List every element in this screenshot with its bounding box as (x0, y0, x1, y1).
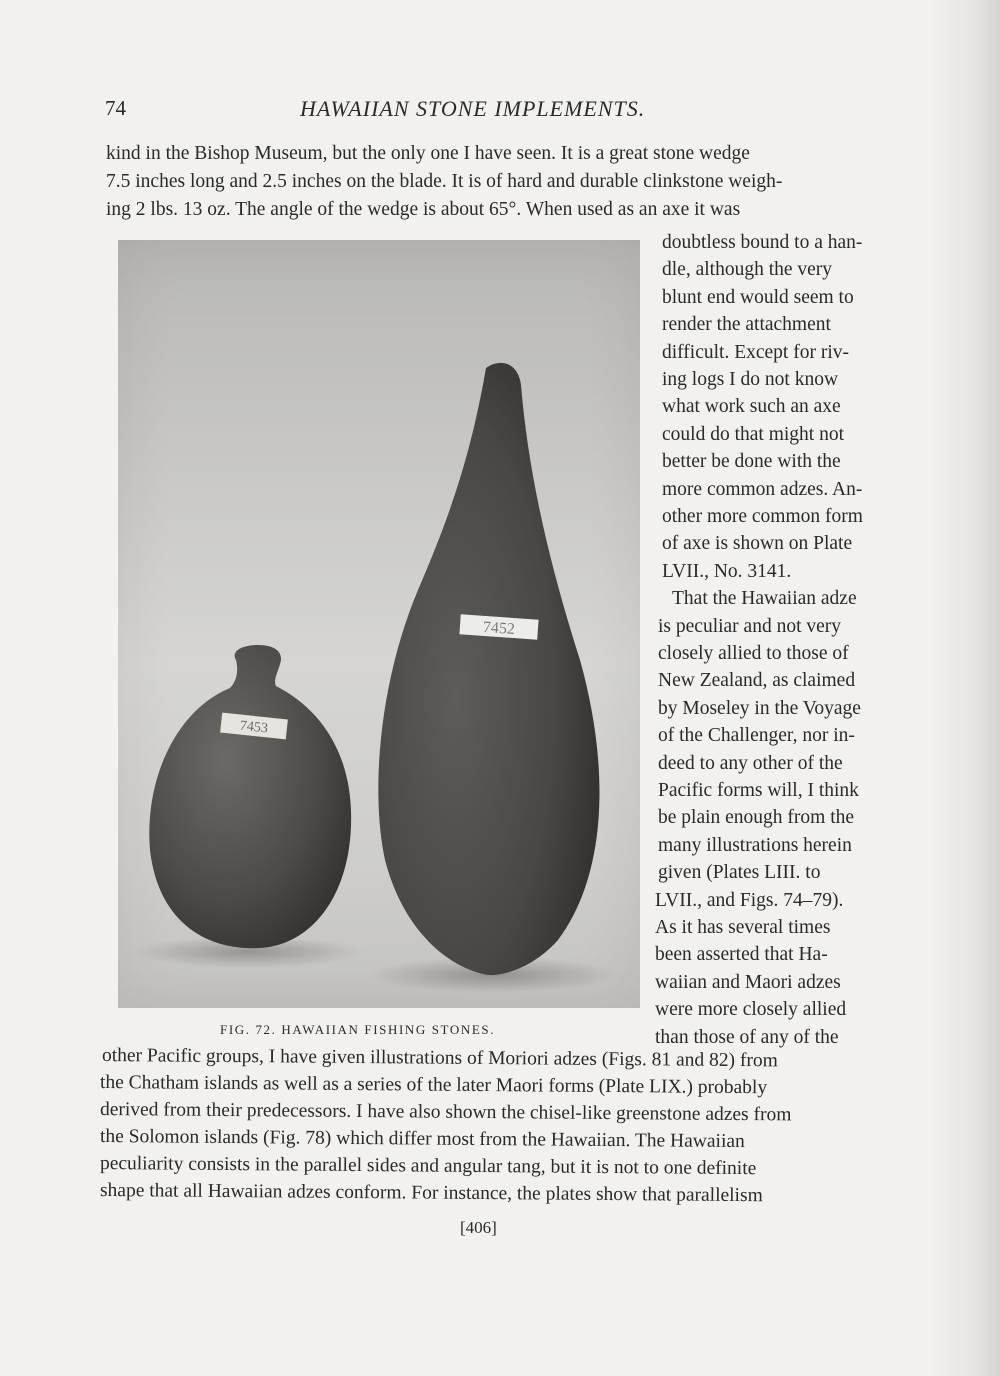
text-line: been asserted that Ha- (655, 944, 828, 966)
page-number: 74 (105, 96, 126, 120)
text-line: ing 2 lbs. 13 oz. The angle of the wedge is about 65°. When used as an axe it was (106, 199, 741, 220)
text-line: closely allied to those of (658, 643, 849, 664)
text-line: the Solomon islands (Fig. 78) which differ most from the Hawaiian. The Hawaiian (99, 1126, 745, 1153)
text-line: what work such an axe (662, 396, 841, 418)
text-line: could do that might not (662, 423, 844, 445)
text-line: derived from their predecessors. I have also shown the chisel-like greenstone adzes from (99, 1099, 792, 1126)
text-line: given (Plates LIII. to (658, 862, 821, 884)
folio-number: [406] (460, 1218, 497, 1237)
text-line: dle, although the very (662, 259, 833, 281)
text-line: other Pacific groups, I have given illustrations of Moriori adzes (Figs. 81 and 82) from (101, 1045, 778, 1072)
text-line: more common adzes. An- (662, 478, 863, 500)
text-line: New Zealand, as claimed (658, 670, 856, 692)
text-line: That the Hawaiian adze (672, 588, 857, 610)
text-line: peculiarity consists in the parallel sides and angular tang, but it is not to one definite (99, 1153, 757, 1180)
text-line: of the Challenger, nor in- (658, 725, 855, 747)
figure-photo (118, 240, 640, 1008)
text-line: blunt end would seem to (662, 286, 854, 308)
text-line: than those of any of the (655, 1026, 839, 1048)
text-line: difficult. Except for riv- (662, 341, 849, 363)
text-line: deed to any other of the (658, 752, 843, 774)
stone-7453 (149, 645, 351, 948)
text-line: be plain enough from the (658, 807, 855, 829)
text-line: is peculiar and not very (658, 615, 842, 637)
text-line: As it has several times (655, 917, 831, 938)
stone-7452 (378, 363, 599, 975)
figure-caption: FIG. 72. HAWAIIAN FISHING STONES. (220, 1022, 496, 1037)
text-line: the Chatham islands as well as a series of the later Maori forms (Plate LIX.) probably (99, 1072, 768, 1099)
text-line: 7.5 inches long and 2.5 inches on the blade. It is of hard and durable clinkstone weigh- (106, 171, 783, 192)
text-line: LVII., No. 3141. (662, 560, 792, 582)
page-header (0, 96, 1000, 132)
label-text-left: 7453 (239, 718, 269, 737)
text-line: waiian and Maori adzes (655, 971, 841, 993)
text-line: render the attachment (662, 314, 831, 336)
text-line: doubtless bound to a han- (662, 232, 863, 253)
fishing-stones-illustration (118, 240, 640, 1008)
label-text-right: 7452 (482, 618, 516, 639)
running-title: HAWAIIAN STONE IMPLEMENTS. (300, 96, 646, 121)
scan-shadow (930, 0, 1000, 1376)
text-line: LVII., and Figs. 74–79). (655, 889, 844, 911)
text-line: many illustrations herein (658, 834, 852, 856)
text-line: other more common form (662, 506, 863, 527)
text-line: kind in the Bishop Museum, but the only one I have seen. It is a great stone wedge (106, 143, 750, 164)
text-line: Pacific forms will, I think (658, 780, 859, 801)
text-line: by Moseley in the Voyage (658, 697, 861, 719)
text-line: of axe is shown on Plate (662, 533, 853, 555)
text-line: ing logs I do not know (662, 369, 839, 390)
text-line: shape that all Hawaiian adzes conform. For instance, the plates show that parallelism (99, 1180, 763, 1207)
text-line: better be done with the (662, 451, 841, 473)
text-line: were more closely allied (655, 999, 847, 1021)
